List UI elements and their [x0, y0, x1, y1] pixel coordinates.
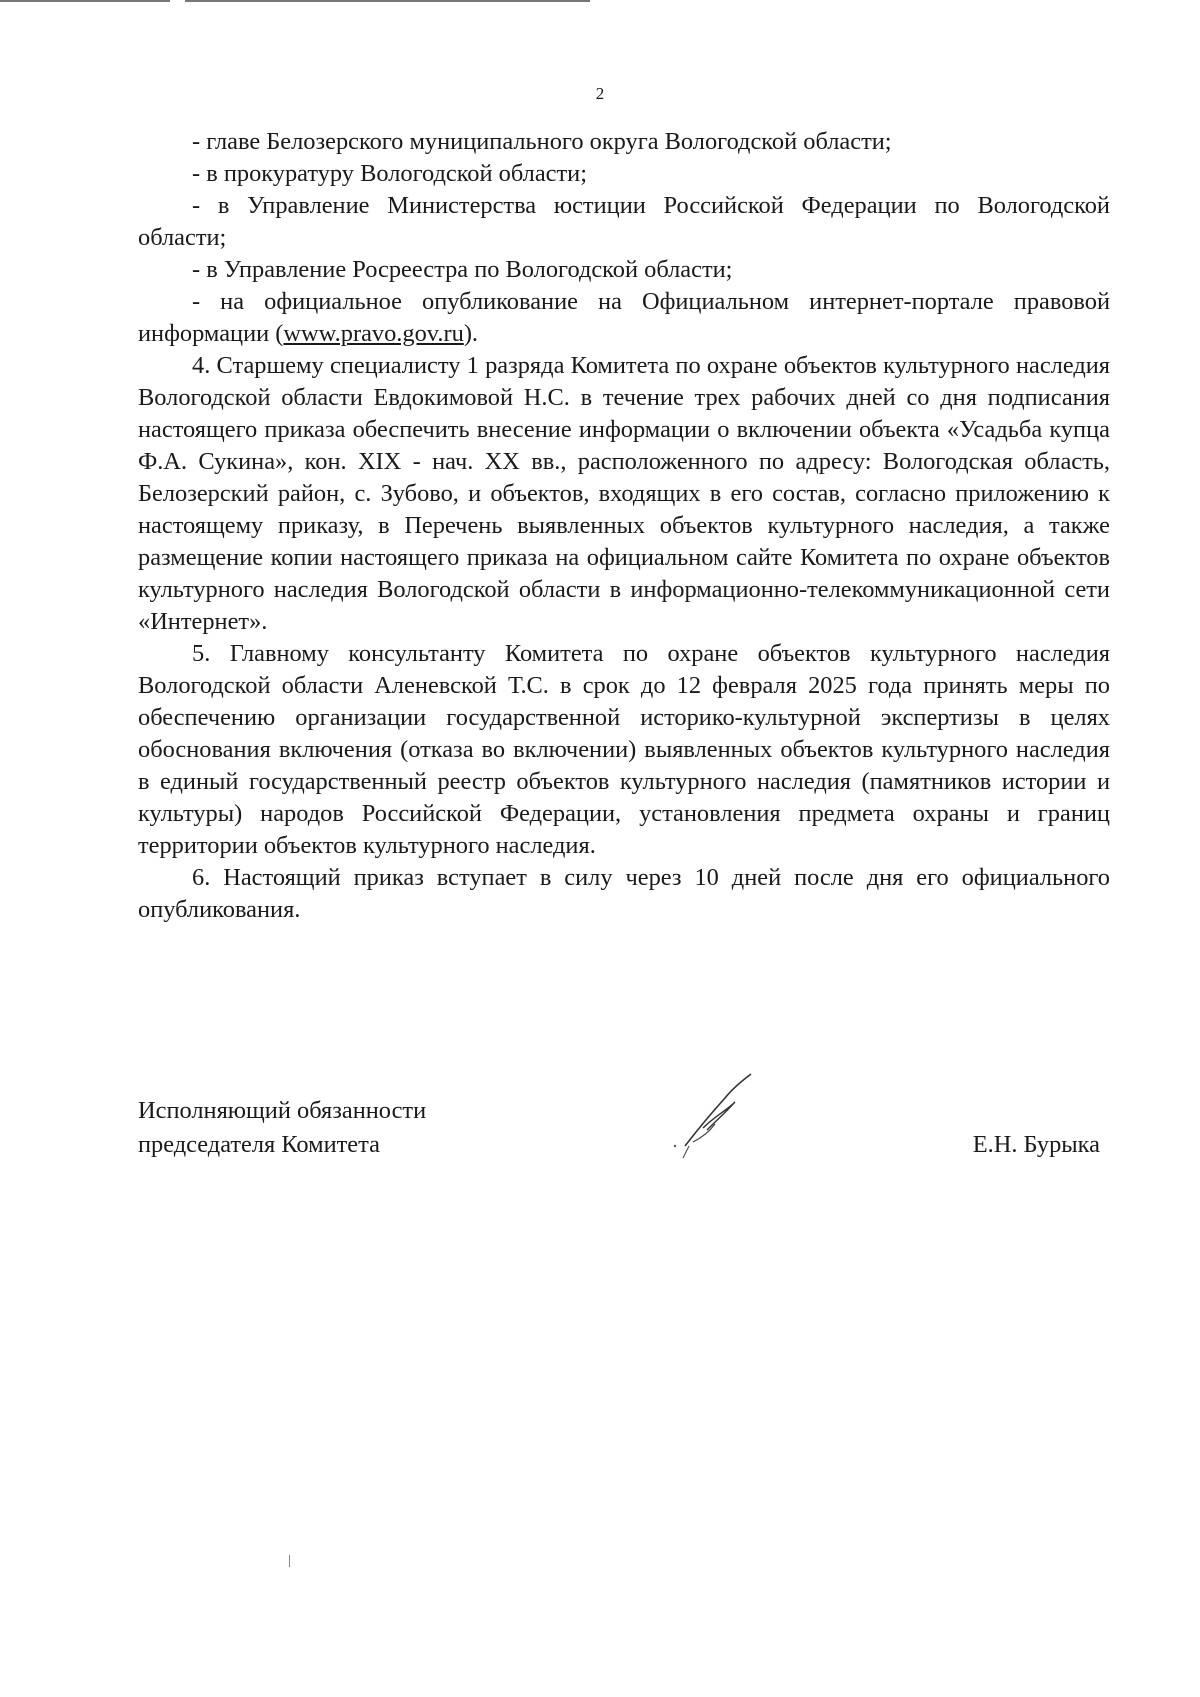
recipient-item: - в Управление Министерства юстиции Российской Федерации по Вологодской области;: [138, 192, 1110, 251]
pravo-link[interactable]: www.pravo.gov.ru: [283, 320, 464, 347]
publication-text-end: ).: [463, 320, 479, 347]
signer-position-line: председателя Комитета: [138, 1131, 380, 1158]
signer-position-line: Исполняющий обязанности: [138, 1097, 427, 1124]
document-body: [138, 126, 1110, 926]
recipient-item: - в Управление Росреестра по Вологодской области;: [192, 256, 733, 283]
publication-item: [138, 286, 1110, 350]
order-item-6: 6. Настоящий приказ вступает в силу через 10 дней после дня его официального опубликования.: [138, 864, 1110, 923]
order-item-5: 5. Главному консультанту Комитета по охране объектов культурного наследия Вологодской области Аленевской Т.С. в срок до 12 февраля 2025 года принять меры по обеспечению организации государственной историко-культурной экспертизы в целях обоснования включения (отказа во включении) выявленных объектов культурного наследия в единый государственный реестр объектов культурного наследия (памятников истории и культуры) народов Российской Федерации, установления предмета охраны и границ территории объектов культурного наследия.: [138, 640, 1110, 859]
recipient-item: - главе Белозерского муниципального округа Вологодской области;: [192, 128, 892, 155]
publication-text: - на официальное опубликование на Официальном интернет-портале правовой информации (: [138, 288, 1110, 347]
scan-artifact: [289, 1555, 290, 1567]
recipient-item: - в прокуратуру Вологодской области;: [192, 160, 587, 187]
order-item-4: 4. Старшему специалисту 1 разряда Комитета по охране объектов культурного наследия Вологодской области Евдокимовой Н.С. в течение трех рабочих дней со дня подписания настоящего приказа обеспечить внесение информации о включении объекта «Усадьба купца Ф.А. Сукина», кон. XIX - нач. XX вв., расположенного по адресу: Вологодская область, Белозерский район, с. Зубово, и объектов, входящих в его состав, согласно приложению к настоящему приказу, в Перечень выявленных объектов культурного наследия, а также размещение копии настоящего приказа на официальном сайте Комитета по охране объектов культурного наследия Вологодской области в информационно-телекоммуникационной сети «Интернет».: [138, 352, 1110, 635]
scan-edge-mark: [0, 0, 170, 2]
signer-position: [138, 1094, 426, 1162]
page-number: 2: [595, 84, 605, 103]
scan-edge-mark: [185, 0, 590, 2]
handwritten-signature: [655, 1058, 765, 1168]
signer-name: Е.Н. Бурыка: [972, 1131, 1100, 1158]
